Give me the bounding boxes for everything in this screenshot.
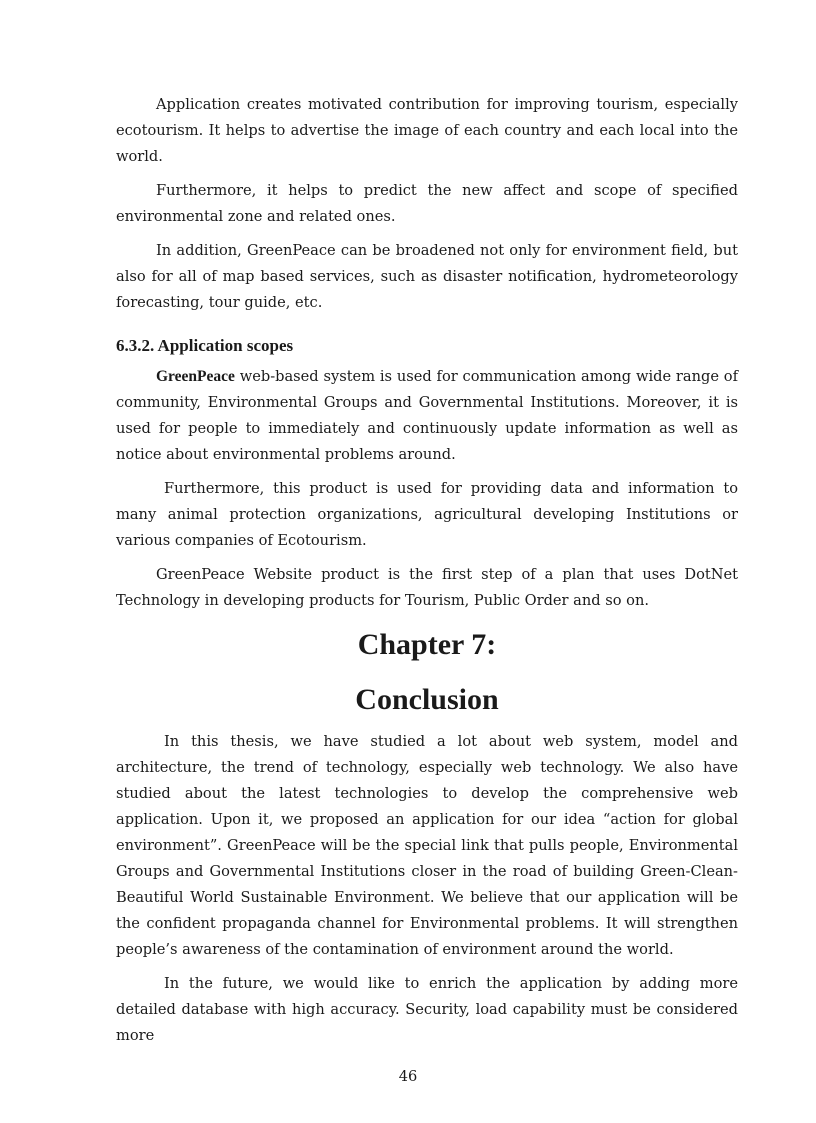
paragraph-greenpeace-system (116, 364, 738, 468)
paragraph-ecotourism: Application creates motivated contribution for improving tourism, especially ecotourism. It helps to advertise the image of each country and each local into the world. (116, 96, 738, 165)
paragraph-lead-bold: GreenPeace (156, 368, 235, 385)
paragraph-future-work: In the future, we would like to enrich the application by adding more detailed database with high accuracy. Security, load capability must be considered more (116, 975, 738, 1044)
paragraph-thesis-summary: In this thesis, we have studied a lot about web system, model and architecture, the trend of technology, especially web technology. We also have studied about the latest technologies to develop the comprehensive web application. Upon it, we proposed an application for our idea “action for global environment”. GreenPeace will be the special link that pulls people, Environmental Groups and Governmental Institutions closer in the road of building Green-Clean-Beautiful World Sustainable Environment. We believe that our application will be the confident propaganda channel for Environmental problems. It will strengthen people’s awareness of the contamination of environment around the world. (116, 733, 738, 958)
paragraph-predict-scope: Furthermore, it helps to predict the new affect and scope of specified environmental zone and related ones. (116, 182, 738, 225)
paragraph-product-used: Furthermore, this product is used for providing data and information to many animal protection organizations, agricultural developing Institutions or various companies of Ecotourism. (116, 480, 738, 549)
paragraph-broadened: In addition, GreenPeace can be broadened not only for environment field, but also for all of map based services, such as disaster notification, hydrometeorology forecasting, tour guide, etc. (116, 242, 738, 311)
section-heading: 6.3.2. Application scopes (116, 336, 294, 355)
chapter-subtitle: Conclusion (355, 683, 499, 716)
page-number: 46 (398, 1068, 418, 1085)
paragraph-lead-rest: web-based system is used for communication among wide range of community, Environmental Groups and Governmental Institutions. Moreover, it is used for people to immediately and continuously update information as well as notice about environmental problems around. (116, 368, 738, 463)
document-page (116, 92, 738, 1057)
paragraph-website-product: GreenPeace Website product is the first step of a plan that uses DotNet Technology in developing products for Tourism, Public Order and so on. (116, 566, 738, 609)
chapter-title: Chapter 7: (357, 628, 497, 661)
